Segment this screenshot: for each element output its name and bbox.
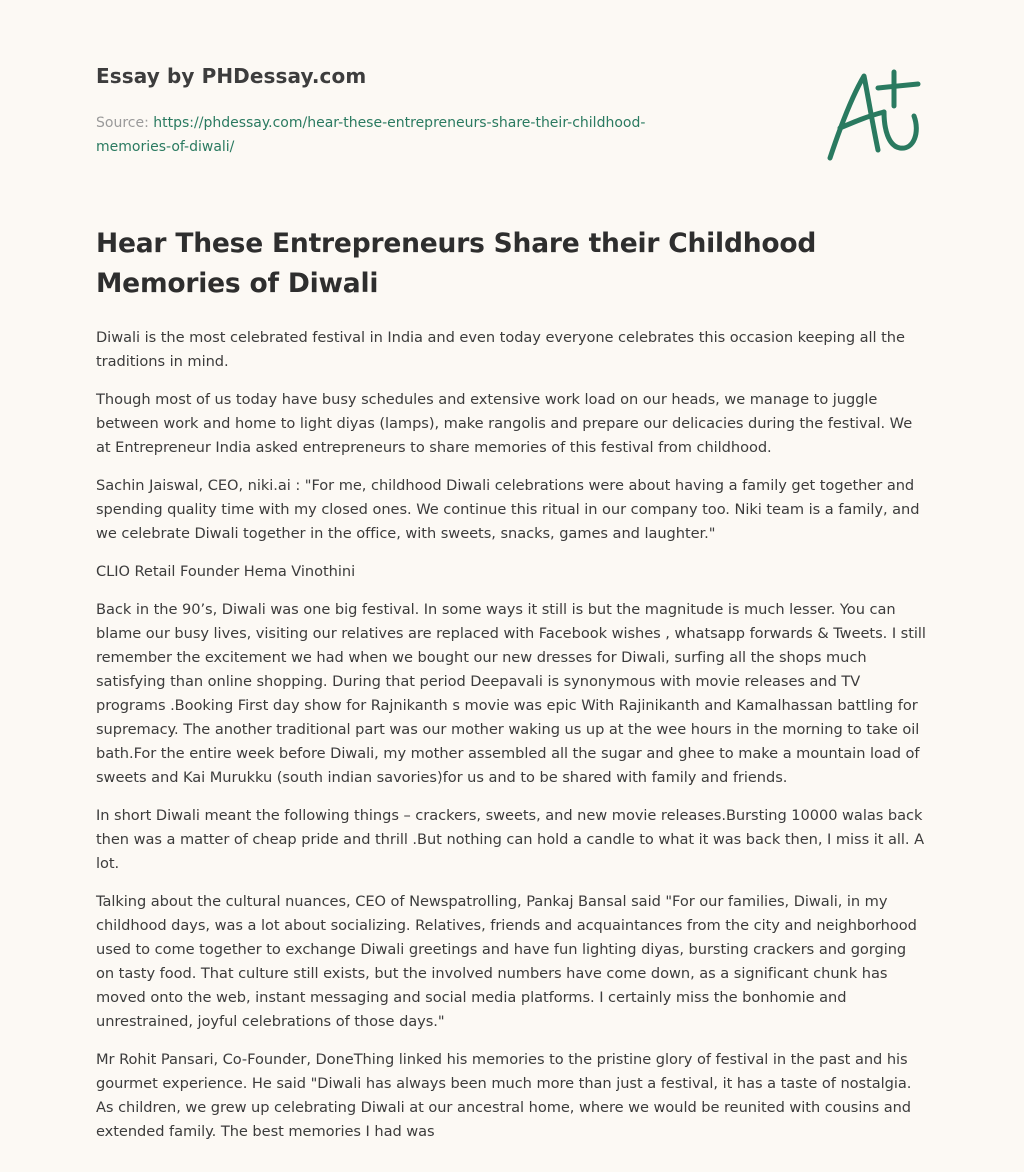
essay-header: [96, 64, 716, 159]
article-paragraph: In short Diwali meant the following things – crackers, sweets, and new movie releases.Bursting 10000 walas back then was a matter of cheap pride and thrill .But nothing can hold a candle to what it was back then, I miss it all. A lot.: [96, 807, 925, 872]
source-label: Source:: [96, 115, 149, 131]
article-paragraph: Back in the 90’s, Diwali was one big festival. In some ways it still is but the magnitude is much lesser. You can blame our busy lives, visiting our relatives are replaced with Facebook wishes , whatsapp forwards & Tweets. I still remember the excitement we had when we bought our new dresses for Diwali, surfing all the shops much satisfying than online shopping. During that period Deepavali is synonymous with movie releases and TV programs .Booking First day show for Rajnikanth s movie was epic With Rajinikanth and Kamalhassan battling for supremacy. The another traditional part was our mother waking us up at the wee hours in the morning to take oil bath.For the entire week before Diwali, my mother assembled all the sugar and ghee to make a mountain load of sweets and Kai Murukku (south indian savories)for us and to be shared with family and friends.: [96, 601, 926, 786]
source-line: [96, 111, 716, 159]
article-body: [96, 224, 928, 1158]
article-paragraph: Sachin Jaiswal, CEO, niki.ai : "For me, childhood Diwali celebrations were about having a family get together and spending quality time with my closed ones. We continue this ritual in our company too. Niki team is a family, and we celebrate Diwali together in the office, with sweets, snacks, games and laughter.": [96, 477, 920, 542]
article-title: Hear These Entrepreneurs Share their Childhood Memories of Diwali: [96, 228, 817, 299]
brand-title: Essay by PHDessay.com: [96, 64, 367, 88]
article-paragraph: Mr Rohit Pansari, Co-Founder, DoneThing linked his memories to the pristine glory of festival in the past and his gourmet experience. He said "Diwali has always been much more than just a festival, it has a taste of nostalgia. As children, we grew up celebrating Diwali at our ancestral home, where we would be reunited with cousins and extended family. The best memories I had was: [96, 1051, 912, 1140]
article-paragraph: Though most of us today have busy schedules and extensive work load on our heads, we manage to juggle between work and home to light diyas (lamps), make rangolis and prepare our delicacies during the festival. We at Entrepreneur India asked entrepreneurs to share memories of this festival from childhood.: [96, 391, 913, 456]
article-paragraph: CLIO Retail Founder Hema Vinothini: [96, 563, 356, 580]
source-link[interactable]: https://phdessay.com/hear-these-entrepreneurs-share-their-childhood-memories-of-diwali/: [96, 115, 646, 155]
article-paragraph: Diwali is the most celebrated festival in India and even today everyone celebrates this occasion keeping all the traditions in mind.: [96, 329, 905, 370]
a-plus-logo-icon: [822, 66, 930, 166]
article-paragraph: Talking about the cultural nuances, CEO of Newspatrolling, Pankaj Bansal said "For our families, Diwali, in my childhood days, was a lot about socializing. Relatives, friends and acquaintances from the city and neighborhood used to come together to exchange Diwali greetings and have fun lighting diyas, bursting crackers and gorging on tasty food. That culture still exists, but the involved numbers have come down, as a significant chunk has moved onto the web, instant messaging and social media platforms. I certainly miss the bonhomie and unrestrained, joyful celebrations of those days.": [96, 893, 917, 1030]
